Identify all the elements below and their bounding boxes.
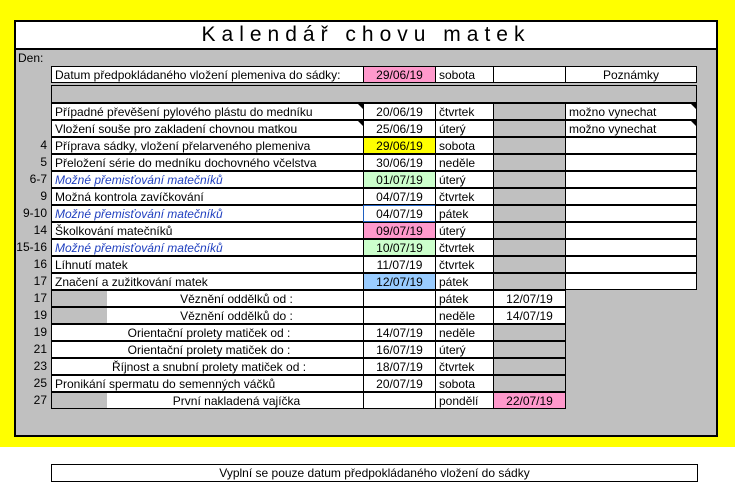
note-cell[interactable]	[565, 222, 697, 239]
date-cell[interactable]: 10/07/19	[363, 239, 436, 256]
weekday-cell[interactable]: pátek	[435, 205, 494, 222]
day-number: 19	[33, 325, 47, 339]
date2-blank	[493, 205, 566, 222]
weekday-cell[interactable]: neděle	[435, 154, 494, 171]
weekday-cell[interactable]: sobota	[435, 137, 494, 154]
date-cell[interactable]: 14/07/19	[363, 324, 436, 341]
note-cell[interactable]	[565, 273, 697, 290]
date2-blank	[493, 120, 566, 137]
date-cell[interactable]: 04/07/19	[363, 188, 436, 205]
date-cell[interactable]: 20/07/19	[363, 375, 436, 392]
task-label[interactable]: Říjnost a snubní prolety matiček od :	[51, 358, 364, 375]
date-cell[interactable]: 30/06/19	[363, 154, 436, 171]
note-cell[interactable]: možno vynechat	[565, 103, 697, 120]
task-label[interactable]: Přeložení série do medníku dochovného včelstva	[51, 154, 364, 171]
date2-blank	[493, 273, 566, 290]
weekday-cell[interactable]: pondělí	[435, 392, 494, 409]
day-number	[14, 120, 49, 137]
task-label[interactable]: První nakladená vajíčka	[107, 392, 364, 409]
task-label[interactable]: Značení a zužitkování matek	[51, 273, 364, 290]
note-cell[interactable]	[565, 154, 697, 171]
day-number: 25	[33, 376, 47, 390]
task-label[interactable]: Orientační prolety matiček do :	[51, 341, 364, 358]
header-label[interactable]: Datum předpokládaného vložení plemeniva do sádky:	[51, 66, 364, 83]
date2-blank	[493, 358, 566, 375]
date2-blank	[493, 324, 566, 341]
date2-blank	[493, 154, 566, 171]
date2-cell[interactable]: 12/07/19	[493, 290, 566, 307]
day-number: 16	[33, 257, 47, 271]
task-label[interactable]: Školkování matečníků	[51, 222, 364, 239]
weekday-cell[interactable]: neděle	[435, 307, 494, 324]
date-cell[interactable]: 09/07/19	[363, 222, 436, 239]
day-number: 17	[33, 274, 47, 288]
note-cell[interactable]: možno vynechat	[565, 120, 697, 137]
date-cell[interactable]	[363, 392, 436, 409]
note-cell[interactable]	[565, 137, 697, 154]
weekday-cell[interactable]: úterý	[435, 341, 494, 358]
day-number: 19	[33, 308, 47, 322]
comment-marker-icon	[691, 121, 696, 126]
day-number: 27	[33, 393, 47, 407]
date-cell[interactable]: 12/07/19	[363, 273, 436, 290]
note-cell[interactable]	[565, 256, 697, 273]
task-label[interactable]: Věznění oddělků od :	[107, 290, 364, 307]
date-cell[interactable]	[363, 290, 436, 307]
task-label[interactable]: Příprava sádky, vložení přelarveného plemeniva	[51, 137, 364, 154]
comment-marker-icon	[358, 121, 363, 126]
date-cell[interactable]: 16/07/19	[363, 341, 436, 358]
weekday-cell[interactable]: úterý	[435, 222, 494, 239]
grey-block	[51, 392, 108, 409]
weekday-cell[interactable]: čtvrtek	[435, 188, 494, 205]
date2-blank	[493, 256, 566, 273]
date2-blank	[493, 222, 566, 239]
date2-cell[interactable]: 22/07/19	[493, 392, 566, 409]
comment-marker-icon	[358, 104, 363, 109]
weekday-cell[interactable]: čtvrtek	[435, 103, 494, 120]
header-date[interactable]: 29/06/19	[363, 66, 436, 83]
weekday-cell[interactable]: úterý	[435, 171, 494, 188]
date2-blank	[493, 171, 566, 188]
weekday-cell[interactable]: čtvrtek	[435, 358, 494, 375]
comment-marker-icon	[691, 104, 696, 109]
grey-block	[51, 307, 108, 324]
task-label[interactable]: Možné přemisťování matečníků	[51, 171, 364, 188]
footer-note: Vyplní se pouze datum předpokládaného vložení do sádky	[51, 464, 698, 482]
weekday-cell[interactable]: neděle	[435, 324, 494, 341]
note-cell[interactable]	[565, 171, 697, 188]
date2-blank	[493, 137, 566, 154]
task-label[interactable]: Věznění oddělků do :	[107, 307, 364, 324]
date2-cell[interactable]: 14/07/19	[493, 307, 566, 324]
date-cell[interactable]: 11/07/19	[363, 256, 436, 273]
note-cell[interactable]	[565, 205, 697, 222]
task-label[interactable]: Možné přemisťování matečníků	[51, 205, 364, 222]
date-cell[interactable]	[363, 307, 436, 324]
task-label[interactable]: Možná kontrola zavíčkování	[51, 188, 364, 205]
weekday-cell[interactable]: pátek	[435, 273, 494, 290]
date2-blank	[493, 188, 566, 205]
task-label[interactable]: Pronikání spermatu do semenných váčků	[51, 375, 364, 392]
task-label[interactable]: Líhnutí matek	[51, 256, 364, 273]
note-cell[interactable]	[565, 188, 697, 205]
notes-header[interactable]: Poznámky	[565, 66, 697, 83]
day-number: 15-16	[16, 240, 47, 254]
header-blank-cell[interactable]	[493, 66, 566, 83]
weekday-cell[interactable]: sobota	[435, 375, 494, 392]
day-number: 9	[40, 189, 47, 203]
date-cell[interactable]: 20/06/19	[363, 103, 436, 120]
date-cell[interactable]: 25/06/19	[363, 120, 436, 137]
task-label[interactable]: Vložení souše pro zakladení chovnou matkou	[51, 120, 364, 137]
day-number: 4	[40, 138, 47, 152]
date2-blank	[493, 375, 566, 392]
date-cell[interactable]: 18/07/19	[363, 358, 436, 375]
day-number: 17	[33, 291, 47, 305]
day-number: 6-7	[29, 172, 47, 186]
header-weekday[interactable]: sobota	[435, 66, 494, 83]
day-number: 23	[33, 359, 47, 373]
date-cell[interactable]: 01/07/19	[363, 171, 436, 188]
task-label[interactable]: Možné přemisťování matečníků	[51, 239, 364, 256]
page-title: Kalendář chovu matek	[16, 22, 716, 50]
note-cell[interactable]	[565, 239, 697, 256]
date-cell[interactable]: 04/07/19	[363, 205, 436, 222]
den-label: Den:	[18, 51, 44, 65]
date2-blank	[493, 103, 566, 120]
weekday-cell[interactable]: čtvrtek	[435, 239, 494, 256]
date2-blank	[493, 239, 566, 256]
weekday-cell[interactable]: úterý	[435, 120, 494, 137]
day-number: 9-10	[22, 206, 47, 220]
date2-blank	[493, 341, 566, 358]
day-number	[14, 103, 49, 120]
day-number: 21	[33, 342, 47, 356]
grey-block	[51, 290, 108, 307]
day-number: 14	[33, 223, 47, 237]
day-number: 5	[40, 155, 47, 169]
date-cell[interactable]: 29/06/19	[363, 137, 436, 154]
spacer-row	[51, 85, 697, 103]
weekday-cell[interactable]: čtvrtek	[435, 256, 494, 273]
task-label[interactable]: Orientační prolety matiček od :	[51, 324, 364, 341]
weekday-cell[interactable]: pátek	[435, 290, 494, 307]
task-label[interactable]: Případné převěšení pylového plástu do medníku	[51, 103, 364, 120]
